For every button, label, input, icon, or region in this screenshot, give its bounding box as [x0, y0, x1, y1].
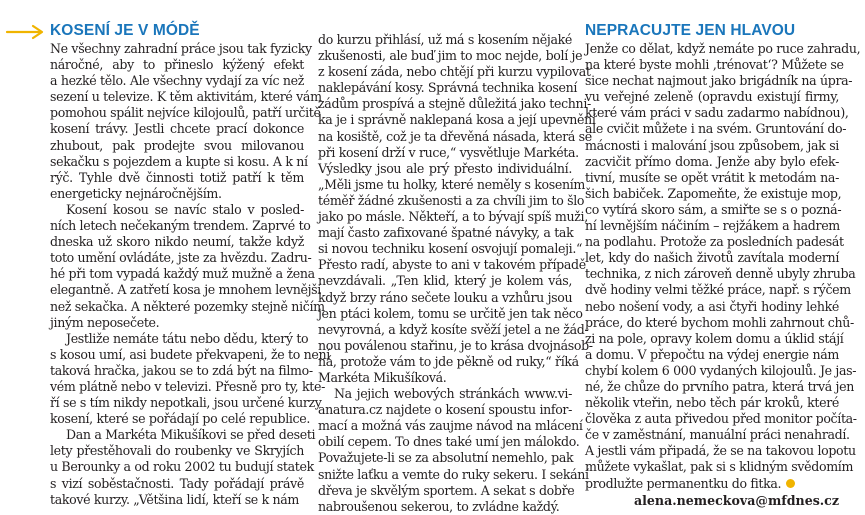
- text-line: Jenže co dělat, když nemáte po ruce zahradu,: [585, 41, 861, 56]
- text-line: s kosou umí, asi budete překvapeni, že to není: [50, 346, 330, 362]
- section-body: [585, 41, 861, 492]
- text-line: než sekačka. A některé pozemky stejně ničím: [50, 298, 325, 314]
- text-line: nebo nošení vody, a asi čtyři hodiny lehké: [585, 298, 839, 314]
- paragraph: [50, 201, 325, 331]
- text-line: A jestli vám připadá, že se na takovou lopotu: [585, 443, 856, 459]
- text-line: člověka z auta přivedou před monitor počíta-: [585, 411, 857, 427]
- text-line: šich babiček. Zapomeňte, že existuje mop,: [585, 185, 842, 201]
- text-line: let, kdy do našich životů zavítala moderní: [585, 250, 839, 266]
- text-line: lety přestěhovali do roubenky ve Skryjích: [50, 443, 304, 459]
- text-line: nabroušenou sekerou, to zvládne každý.: [318, 498, 560, 514]
- text-line: ka je i správně naklepaná kosa a její upevnění: [318, 112, 596, 128]
- text-line: naklepávání kosy. Správná technika kosení: [318, 80, 578, 96]
- text-line: takové kurzy. „Většina lidí, kteří se k nám: [50, 491, 300, 507]
- text-line: Markéta Mikušíková.: [318, 369, 447, 385]
- text-line: s vizí soběstačnosti. Tady pořádají právě: [50, 475, 304, 491]
- text-line: Na jejich webových stránkách www.vi-: [334, 386, 572, 402]
- text-line: Přesto radí, abyste to ani v takovém případě: [318, 257, 586, 273]
- text-line: do kurzu přihlásí, už má s kosením nějaké: [318, 32, 573, 47]
- text-line: Ne všechny zahradní práce jsou tak fyzicky: [50, 41, 312, 56]
- text-line: zádům prospívá a stejně důležitá jako techni-: [318, 96, 591, 112]
- text-line: zkušenosti, ale buď jim to moc nejde, bolí je: [318, 48, 583, 64]
- text-line: dřeva je skvělým sportem. A sekat s dobře: [318, 482, 575, 498]
- paragraph: [318, 386, 589, 515]
- text-line: Kosení kosou se navíc stalo v posled-: [66, 201, 304, 217]
- text-line: náročné, aby to přineslo kýžený efekt: [50, 57, 304, 73]
- text-line: nevyrovná, a když kosíte svěží jetel a ne žád-: [318, 321, 589, 337]
- text-line: kosení trávy. Jestli chcete prací dokonce: [50, 121, 304, 137]
- paragraph: [50, 330, 330, 428]
- text-line: když brzy ráno sečete louku a vzhůru jsou: [318, 289, 573, 305]
- text-line: při kosení drží v ruce,“ vysvětluje Markéta.: [318, 144, 579, 160]
- text-line: na kosiště, což je ta dřevěná násada, která se: [318, 128, 592, 144]
- text-line: práce, do které bychom mohli zahrnout chů-: [585, 314, 854, 330]
- text-line: mácnosti i malování jsou způsobem, jak si: [585, 137, 839, 153]
- text-line: né, že chůze do prvního patra, která trvá jen: [585, 378, 854, 394]
- text-line: rýč. Tyhle dvě činnosti totiž patří k těm: [50, 169, 304, 185]
- text-line: technika, z nich zároveň denně ubyly zhruba: [585, 266, 856, 282]
- text-line: vém plátně nebo v televizi. Přesně pro ty, kte-: [50, 378, 325, 394]
- text-line: nou poválenou stařinu, je to krása dvojnásob-: [318, 337, 593, 353]
- paragraph: [50, 41, 322, 202]
- text-line: [585, 476, 839, 492]
- text-line: z kosení záda, nebo chtějí při kurzu vypilovat: [318, 64, 591, 80]
- column-2: [318, 32, 596, 515]
- text-line-content: prodlužte permanentku do fitka.: [585, 475, 782, 491]
- text-line: „Měli jsme tu holky, které neměly s kosením: [318, 176, 586, 192]
- text-line: ních letech nečekaným trendem. Zaprvé to: [50, 218, 311, 234]
- text-line: jako po másle. Někteří, a to bývají spíš muži,: [318, 209, 588, 225]
- text-line: a hezké tělo. Ale všechny vydají za víc než: [50, 73, 304, 89]
- text-line: hé při tom vypadá každý muž mužně a žena: [50, 266, 315, 282]
- text-line: toto umění ovládáte, jste za hvězdu. Zadru-: [50, 250, 312, 266]
- author-email: alena.nemeckova@mfdnes.cz: [633, 492, 839, 508]
- text-line: če v zaměstnání, manuální práci nenahradí.: [585, 427, 850, 443]
- section-body: [318, 32, 596, 515]
- dot-icon: [786, 479, 795, 488]
- text-line: mají často zafixované špatné návyky, a tak: [318, 225, 574, 241]
- text-line: Považujete-li se za absolutní nemehlo, pak: [318, 450, 574, 466]
- text-line: zacvičit přímo doma. Jenže aby bylo efek-: [585, 153, 839, 169]
- text-line: si novou techniku kosení osvojují pomaleji.“: [318, 241, 583, 257]
- text-line: snižte laťku a vemte do ruky sekeru. I sekání: [318, 466, 589, 482]
- paragraph: [585, 41, 861, 492]
- text-line: tivní, musíte se opět vrátit k metodám na-: [585, 169, 839, 185]
- text-line: sezení u televize. K těm aktivitám, které vám: [50, 89, 322, 105]
- text-line: sekačku s pojezdem a kupte si kosu. A k ní: [50, 153, 308, 169]
- text-line: zhubout, pak prodejte svou milovanou: [50, 137, 304, 153]
- text-line: a domu. V přepočtu na výdej energie nám: [585, 346, 839, 362]
- text-line: chybí kolem 6 000 vydaných kilojoulů. Je jas-: [585, 362, 857, 378]
- text-line: taková hračka, jakou se to zdá být na filmo-: [50, 362, 313, 378]
- text-line: na které byste mohli ‚trénovat‘? Můžete se: [585, 57, 844, 73]
- text-line: ná, protože vám to jde pěkně od ruky,“ říká: [318, 353, 579, 369]
- text-line: dneska už skoro nikdo neumí, takže když: [50, 234, 304, 250]
- text-line: kosení, které se pořádají po celé republice.: [50, 411, 311, 427]
- text-line: elegantně. A zatřetí kosa je mnohem levnější: [50, 282, 321, 298]
- text-line: vu veřejné zeleně (opravdu existují firmy,: [585, 89, 839, 105]
- text-line: Dan a Markéta Mikušíkovi se před deseti: [66, 427, 316, 443]
- text-line: jiným neposečete.: [50, 314, 160, 330]
- text-line: Výsledky jsou ale prý přesto individuální.: [318, 160, 572, 176]
- text-line: obilí cepem. To dnes také umí jen málokdo.: [318, 434, 580, 450]
- text-line: které vám práci v sadu zadarmo nabídnou),: [585, 105, 849, 121]
- text-line: můžete vykašlat, pak si s klidným svědomím: [585, 459, 854, 475]
- section-heading: KOSENÍ JE V MÓDĚ: [50, 22, 200, 39]
- text-line: na podlahu. Protože za posledních padesát: [585, 234, 844, 250]
- text-line: nevzdávali. „Ten klid, který je kolem vás,: [318, 273, 572, 289]
- text-line: téměř žádné zkušenosti a za chvíli jim to šlo: [318, 192, 585, 208]
- section-heading: NEPRACUJTE JEN HLAVOU: [585, 22, 796, 39]
- paragraph: [318, 32, 596, 386]
- text-line: anatura.cz najdete o kosení spoustu infor-: [318, 402, 572, 418]
- text-line: zi na pole, opravy kolem domu a úklid stájí: [585, 330, 844, 346]
- text-line: Jestliže nemáte tátu nebo dědu, který to: [66, 330, 309, 346]
- section-body: [50, 41, 330, 508]
- text-line: ří se s tím nikdy nepotkali, jsou určené kurzy: [50, 395, 322, 411]
- column-1: [50, 22, 330, 508]
- text-line: několik vteřin, nebo těch pár kroků, které: [585, 395, 839, 411]
- text-line: dvě hodiny velmi těžké práce, např. s rýčem: [585, 282, 851, 298]
- paragraph: [50, 427, 316, 507]
- text-line: energeticky nejnáročnějším.: [50, 185, 222, 201]
- text-line: ale cvičit můžete i na svém. Gruntování do-: [585, 121, 847, 137]
- column-3: [585, 22, 861, 509]
- text-line: mací a možná vás zaujme návod na mlácení: [318, 418, 583, 434]
- arrow-right-icon: [5, 24, 45, 40]
- text-line: ní levnějším náčiním – rejžákem a hadrem: [585, 218, 840, 234]
- text-line: pomohou spálit nejvíce kilojoulů, patří určitě: [50, 105, 321, 121]
- text-line: jen ptáci kolem, tomu se určitě jen tak něco: [318, 305, 583, 321]
- text-line: u Berounky a od roku 2002 tu budují statek: [50, 459, 314, 475]
- text-line: co vytírá skoro sám, a smiřte se s o pozná-: [585, 201, 842, 217]
- text-line: sice nechat najmout jako brigádník na úpra-: [585, 73, 853, 89]
